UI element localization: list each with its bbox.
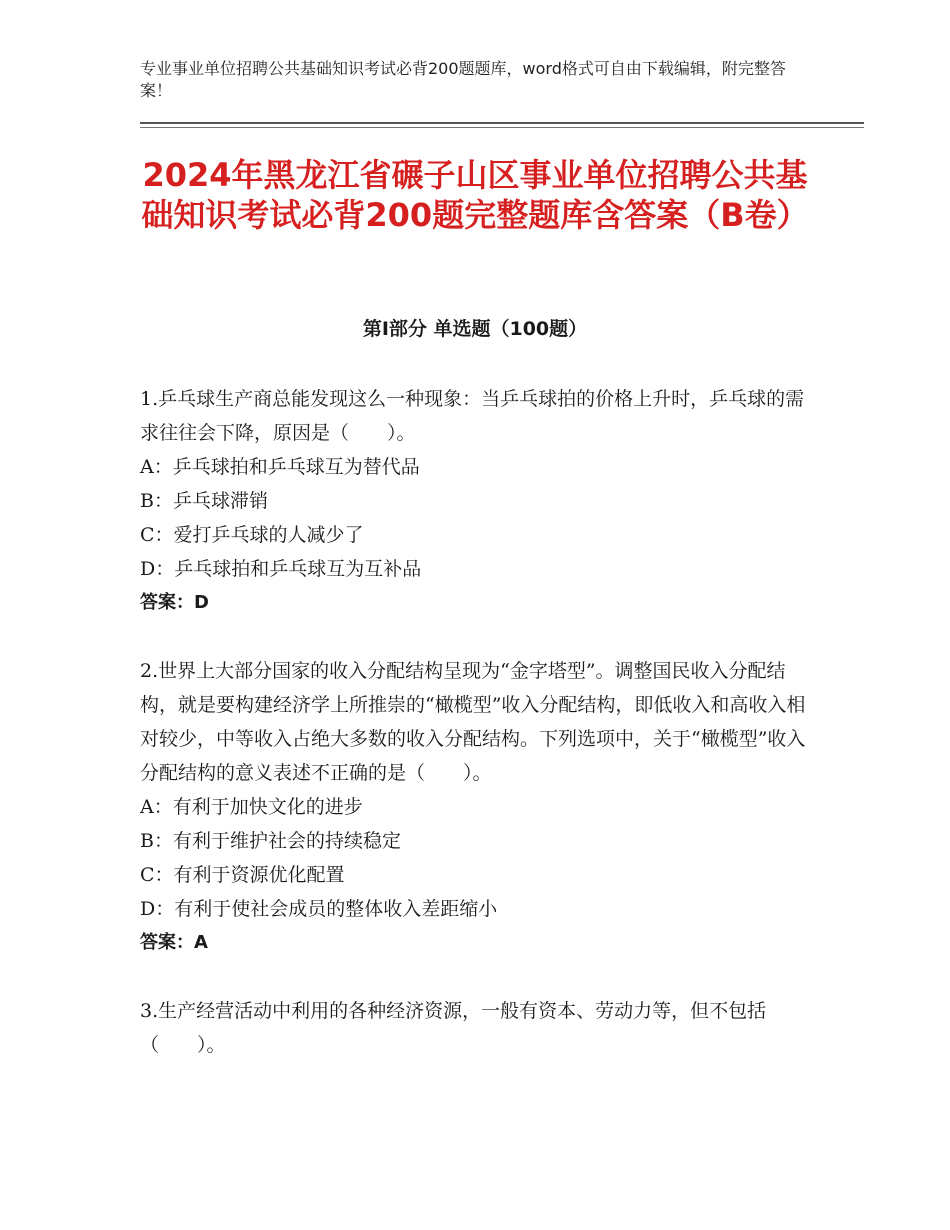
question-stem: 3.生产经营活动中利用的各种经济资源，一般有资本、劳动力等，但不包括（ ）。	[140, 1000, 767, 1056]
question-1	[140, 382, 820, 620]
header-divider-thick	[140, 122, 864, 124]
header-note: 专业事业单位招聘公共基础知识考试必背200题题库，word格式可自由下载编辑，附完整答案！	[140, 59, 786, 100]
option-a: A：有利于加快文化的进步	[140, 796, 363, 818]
question-stem: 2.世界上大部分国家的收入分配结构呈现为“金字塔型”。调整国民收入分配结构，就是要构建经济学上所推崇的“橄榄型”收入分配结构，即低收入和高收入相对较少，中等收入占绝大多数的收入分配结构。下列选项中，关于“橄榄型”收入分配结构的意义表述不正确的是（ ）。	[140, 660, 806, 784]
answer-line	[140, 926, 820, 960]
option-c: C：有利于资源优化配置	[140, 864, 345, 886]
option-c: C：爱打乒乓球的人减少了	[140, 524, 364, 546]
option-b: B：有利于维护社会的持续稳定	[140, 830, 401, 852]
answer-value: A	[194, 932, 208, 953]
answer-value: D	[194, 592, 209, 613]
document-title: 2024年黑龙江省碾子山区事业单位招聘公共基础知识考试必背200题完整题库含答案（B卷）	[141, 156, 809, 234]
question-2	[140, 654, 820, 960]
section-title: 第Ⅰ部分 单选题（100题）	[362, 318, 588, 340]
header-divider-thin	[140, 127, 864, 128]
option-b: B：乒乓球滞销	[140, 490, 268, 512]
question-stem: 1.乒乓球生产商总能发现这么一种现象：当乒乓球拍的价格上升时，乒乓球的需求往往会下降，原因是（ ）。	[140, 388, 805, 444]
option-a: A：乒乓球拍和乒乓球互为替代品	[140, 456, 420, 478]
answer-label: 答案：	[140, 932, 194, 953]
question-list	[140, 382, 820, 1096]
option-d: D：乒乓球拍和乒乓球互为互补品	[140, 558, 422, 580]
question-3	[140, 994, 820, 1062]
option-d: D：有利于使社会成员的整体收入差距缩小	[140, 898, 498, 920]
answer-line	[140, 586, 820, 620]
answer-label: 答案：	[140, 592, 194, 613]
